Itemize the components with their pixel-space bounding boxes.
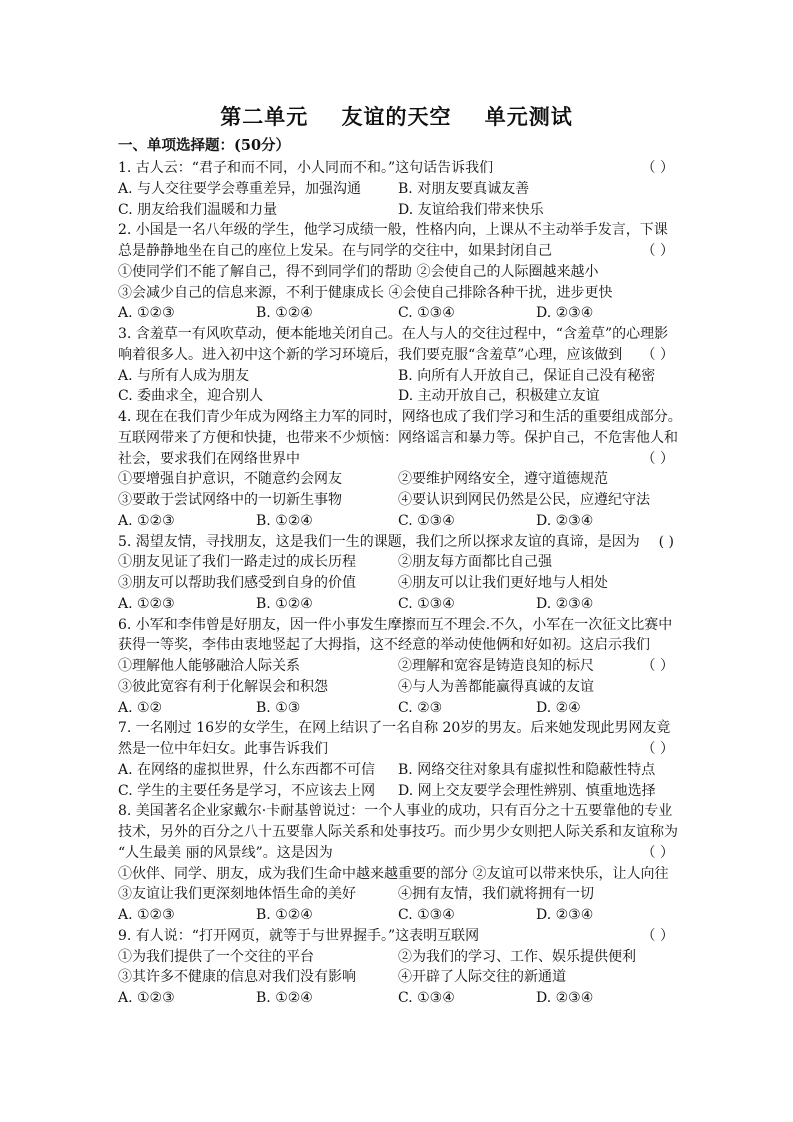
line-text: 2. 小国是一名八年级的学生，他学习成绩一般，性格内向，上课从不主动举手发言，下课 xyxy=(118,222,668,239)
line-text: 9. 有人说：“打开网页，就等于与世界握手。”这表明互联网 xyxy=(118,927,480,944)
option-item: C. 委曲求全，迎合别人 xyxy=(118,388,264,405)
text-line xyxy=(118,386,674,407)
answer-choice: B. ①②④ xyxy=(256,595,313,612)
option-item: D. 主动开放自己，积极建立友谊 xyxy=(398,388,600,405)
text-line xyxy=(118,739,674,760)
text-line xyxy=(118,366,674,387)
text-line xyxy=(118,905,674,926)
line-text: 互联网带来了方便和快捷，也带来不少烦恼：网络谣言和暴力等。保护自己，不危害他人和 xyxy=(118,429,678,446)
answer-choice: A. ①②③ xyxy=(118,305,175,322)
line-text: 8. 美国著名企业家戴尔·卡耐基曾说过：一个人事业的成功，只有百分之十五要靠他的专业 xyxy=(118,803,673,820)
answer-choice: B. ①②④ xyxy=(256,990,313,1006)
option-item: B. 对朋友要真诚友善 xyxy=(398,180,530,197)
answer-choice: C. ①③④ xyxy=(398,595,455,612)
answer-choice: C. ①③④ xyxy=(398,907,455,923)
text-line xyxy=(118,864,674,885)
text-line xyxy=(118,449,674,470)
answer-choice: D. ②④ xyxy=(536,699,581,716)
option-item: ②朋友每方面都比自己强 xyxy=(398,554,552,571)
text-line xyxy=(118,947,674,968)
line-text: 然是一位中年妇女。此事告诉我们 xyxy=(118,741,328,757)
option-item: ③朋友可以帮助我们感受到自身的价值 xyxy=(118,575,356,591)
line-text: 7. 一名刚过 16岁的女学生，在网上结识了一名自称 20岁的男友。后来她发现此男网友竟 xyxy=(118,720,671,737)
option-item: A. 与所有人成为朋友 xyxy=(118,367,250,384)
line-text: 技术，另外的百分之八十五要靠人际关系和处事技巧。而少男少女则把人际关系和友谊称为 xyxy=(118,824,678,840)
line-text: 3. 含羞草一有风吹草动，便本能地关闭自己。在人与人的交往过程中，“含羞草”的心理影 xyxy=(118,326,669,342)
answer-choice: A. ①②③ xyxy=(118,595,175,612)
section-heading: 一、单项选择题：(50分） xyxy=(118,137,291,154)
text-line xyxy=(118,843,674,864)
answer-choice: A. ①② xyxy=(118,699,163,716)
text-line xyxy=(118,656,674,677)
answer-choice: C. ①③④ xyxy=(398,990,455,1006)
option-item: B. 网络交往对象具有虚拟性和隐蔽性特点 xyxy=(398,761,656,778)
option-item: ①朋友见证了我们一路走过的成长历程 xyxy=(118,554,356,571)
answer-choice: B. ①②④ xyxy=(256,305,313,322)
text-line xyxy=(118,345,674,366)
answer-blank: ( ) xyxy=(658,533,674,550)
answer-choice: A. ①②③ xyxy=(118,512,175,529)
answer-blank: （ ） xyxy=(641,450,674,467)
text-line xyxy=(118,552,674,573)
option-item: ④与人为善都能赢得真诚的友谊 xyxy=(398,678,594,695)
text-line xyxy=(118,407,682,428)
text-line xyxy=(118,884,674,905)
text-line xyxy=(118,220,674,241)
option-item: ①要增强自护意识，不随意约会网友 xyxy=(118,471,342,488)
text-line xyxy=(118,718,674,739)
answer-choice: D. ②③④ xyxy=(536,907,594,923)
text-line xyxy=(118,469,674,490)
option-item: ③彼此宽容有利于化解误会和积怨 xyxy=(118,678,328,695)
text-line xyxy=(118,615,674,636)
line-text: 总是静静地坐在自己的座位上发呆。在与同学的交往中，如果封闭自己 xyxy=(118,243,552,259)
text-line xyxy=(118,490,674,511)
option-item: ③其许多不健康的信息对我们没有影响 xyxy=(118,969,356,986)
text-line xyxy=(118,283,674,304)
text-line xyxy=(118,635,674,656)
text-line xyxy=(118,594,674,615)
answer-choice: A. ①②③ xyxy=(118,990,175,1006)
text-line xyxy=(118,822,678,843)
option-item: ③要敢于尝试网络中的一切新生事物 xyxy=(118,492,342,508)
text-line xyxy=(118,179,674,200)
answer-choice: D. ②③④ xyxy=(536,595,594,612)
option-item: ④要认识到网民仍然是公民，应遵纪守法 xyxy=(398,492,650,508)
option-item: B. 向所有人开放自己，保证自己没有秘密 xyxy=(398,367,656,384)
text-line xyxy=(118,988,674,1009)
option-item: ②为我们的学习、工作、娱乐提供便利 xyxy=(398,948,636,965)
line-text: 6. 小军和李伟曾是好朋友，因一件小事发生摩擦而互不理会.不久，小军在一次征文比赛中 xyxy=(118,616,673,633)
line-text: 4. 现在在我们青少年成为网络主力军的同时，网络也成了我们学习和生活的重要组成部分。 xyxy=(118,409,682,425)
text-line xyxy=(118,698,674,719)
option-item: C. 学生的主要任务是学习，不应该去上网 xyxy=(118,782,376,799)
answer-blank: （ ） xyxy=(641,927,674,944)
text-line xyxy=(118,926,674,947)
text-line xyxy=(118,158,674,179)
option-item: ④拥有友情，我们就将拥有一切 xyxy=(398,886,594,903)
text-line xyxy=(118,200,674,221)
answer-blank: （ ） xyxy=(641,658,674,674)
text-line xyxy=(118,241,674,262)
option-item: D. 网上交友要学会理性辨别、慎重地选择 xyxy=(398,782,656,799)
text-line xyxy=(118,677,674,698)
line-text: 社会，要求我们在网络世界中 xyxy=(118,450,300,467)
answer-blank: （ ） xyxy=(641,844,674,861)
line-text: “人生最美 丽的风景线”。这是因为 xyxy=(118,844,333,861)
option-item: A. 与人交往要学会尊重差异，加强沟通 xyxy=(118,180,362,197)
option-item: A. 在网络的虚拟世界，什么东西都不可信 xyxy=(118,761,376,778)
answer-choice: D. ②③④ xyxy=(536,512,594,529)
text-line xyxy=(118,428,678,449)
answer-choice: D. ②③④ xyxy=(536,990,594,1006)
text-line xyxy=(118,801,674,822)
answer-choice: C. ②③ xyxy=(398,699,443,716)
option-item: ③友谊让我们更深刻地体悟生命的美好 xyxy=(118,886,356,903)
line-text: ③会减少自己的信息来源，不利于健康成长 ④会使自己排除各种干扰，进步更快 xyxy=(118,284,613,301)
answer-blank: （ ） xyxy=(641,243,674,259)
text-line xyxy=(118,532,674,553)
option-item: ④朋友可以让我们更好地与人相处 xyxy=(398,575,608,591)
line-text: 响着很多人。进入初中这个新的学习环境后，我们要克服“含羞草”心理，应该做到 xyxy=(118,346,623,363)
text-line xyxy=(118,262,674,283)
option-item: ②理解和宽容是铸造良知的标尺 xyxy=(398,658,594,674)
text-line xyxy=(118,573,674,594)
option-item: C. 朋友给我们温暖和力量 xyxy=(118,201,278,218)
option-item: ①为我们提供了一个交往的平台 xyxy=(118,948,314,965)
answer-choice: B. ①②④ xyxy=(256,907,313,923)
answer-choice: B. ①③ xyxy=(256,699,301,716)
line-text: ①使同学们不能了解自己，得不到同学们的帮助 ②会使自己的人际圈越来越小 xyxy=(118,263,599,280)
option-item: ①理解他人能够融洽人际关系 xyxy=(118,658,300,674)
answer-choice: C. ①③④ xyxy=(398,512,455,529)
answer-choice: D. ②③④ xyxy=(536,305,594,322)
option-item: ④开辟了人际交往的新通道 xyxy=(398,969,566,986)
text-line xyxy=(118,781,674,802)
option-item: ②要维护网络安全，遵守道德规范 xyxy=(398,471,608,488)
line-text: 获得一等奖，李伟由衷地竖起了大拇指，这不经意的举动使他俩和好如初。这启示我们 xyxy=(118,637,650,654)
answer-blank: （ ） xyxy=(641,160,674,176)
text-line xyxy=(118,967,674,988)
line-text: 1. 古人云：“君子和而不同，小人同而不和。”这句话告诉我们 xyxy=(118,160,494,176)
text-line xyxy=(118,511,674,532)
text-line xyxy=(118,324,674,345)
option-item: D. 友谊给我们带来快乐 xyxy=(398,201,544,218)
answer-choice: B. ①②④ xyxy=(256,512,313,529)
page-title: 第二单元 友谊的天空 单元测试 xyxy=(220,104,573,129)
text-line xyxy=(118,303,674,324)
answer-blank: （ ） xyxy=(641,346,674,363)
answer-blank: （ ） xyxy=(641,741,674,757)
line-text: ①伙伴、同学、朋友，成为我们生命中越来越重要的部分 ②友谊可以带来快乐，让人向往 xyxy=(118,865,669,882)
line-text: 5. 渴望友情，寻找朋友，这是我们一生的课题，我们之所以探求友谊的真谛，是因为 xyxy=(118,533,640,550)
text-line xyxy=(118,760,674,781)
answer-choice: C. ①③④ xyxy=(398,305,455,322)
answer-choice: A. ①②③ xyxy=(118,907,175,923)
